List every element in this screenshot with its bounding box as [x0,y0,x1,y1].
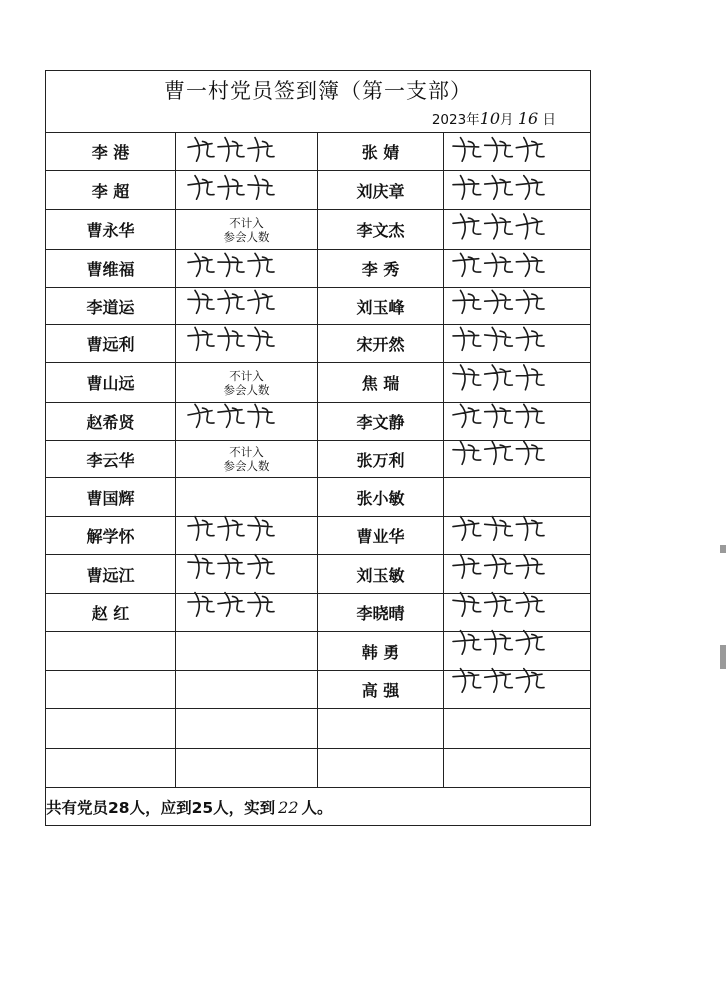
excluded-note-line2: 参会人数 [223,229,270,244]
signature-cell [444,748,591,788]
member-name: 曹远利 [46,325,176,362]
member-name: 张小敏 [318,478,444,517]
signature-cell [176,516,318,555]
member-name [318,709,444,749]
member-name: 李 超 [46,171,176,210]
table-row [46,478,591,517]
signature-cell [176,555,318,594]
member-name: 李文杰 [318,209,444,250]
table-row [46,632,591,671]
member-name: 曹维福 [46,250,176,287]
member-name: 曹远江 [46,555,176,594]
member-name: 赵 红 [46,593,176,632]
signature-cell [176,632,318,671]
member-name: 刘玉峰 [318,287,444,324]
member-name: 韩 勇 [318,632,444,671]
member-name: 解学怀 [46,516,176,555]
member-name: 李云华 [46,440,176,477]
member-name: 曹永华 [46,209,176,250]
excluded-note-line2: 参会人数 [223,459,270,474]
signature-cell [444,478,591,517]
signature-cell [444,132,591,171]
member-name: 李 港 [46,132,176,171]
member-name [318,748,444,788]
signature-cell [444,287,591,324]
signature-cell [176,362,318,403]
table-row [46,325,591,362]
member-name: 张万利 [318,440,444,477]
table-row [46,516,591,555]
table-row [46,709,591,749]
member-name: 李道运 [46,287,176,324]
table-row [46,555,591,594]
table-row [46,748,591,788]
signature-cell [444,171,591,210]
member-name: 宋开然 [318,325,444,362]
attended-count: 22 [278,797,299,817]
roster-table [45,70,591,826]
scan-edge-mark [720,645,726,669]
sign-in-sheet [45,70,590,826]
table-row [46,287,591,324]
table-row [46,440,591,477]
table-row [46,132,591,171]
member-name: 李文静 [318,403,444,440]
member-name [46,632,176,671]
excluded-note-line1: 不计入 [229,215,264,230]
signature-cell [176,709,318,749]
scan-edge-mark [720,545,726,553]
excluded-note-line1: 不计入 [229,445,264,460]
signature-cell [444,362,591,403]
member-name: 刘庆章 [318,171,444,210]
member-name: 曹业华 [318,516,444,555]
signature-cell [444,403,591,440]
member-name [46,670,176,709]
signature-cell [444,440,591,477]
signature-cell [444,516,591,555]
member-name: 李晓晴 [318,593,444,632]
summary-suffix: 人。 [301,798,333,817]
signature-cell [176,478,318,517]
member-name: 曹山远 [46,362,176,403]
member-name: 张 婧 [318,132,444,171]
table-row [46,362,591,403]
attendance-summary [46,788,591,826]
signature-cell [444,593,591,632]
signature-cell [176,132,318,171]
excluded-note-line2: 参会人数 [223,382,270,397]
member-name: 焦 瑞 [318,362,444,403]
member-name [46,748,176,788]
table-row [46,593,591,632]
member-name: 高 强 [318,670,444,709]
signature-cell [444,325,591,362]
title-cell [46,71,591,133]
table-row [46,403,591,440]
member-name: 李 秀 [318,250,444,287]
signature-cell [176,440,318,477]
signature-cell [176,209,318,250]
signature-cell [176,171,318,210]
signature-cell [176,287,318,324]
member-name [46,709,176,749]
signature-cell [176,403,318,440]
excluded-note-line1: 不计入 [229,368,264,383]
signature-cell [444,250,591,287]
signature-cell [176,325,318,362]
date-day-unit: 日 [542,111,556,128]
signature-cell [444,555,591,594]
table-row [46,250,591,287]
summary-text: 共有党员28人，应到25人，实到 [46,798,276,817]
signature-cell [176,250,318,287]
member-name: 曹国辉 [46,478,176,517]
signature-cell [444,670,591,709]
table-row [46,171,591,210]
date-year: 2023年 [431,111,480,128]
signature-cell [444,709,591,749]
signature-cell [444,632,591,671]
date-month-unit: 月 [500,111,514,128]
page-title: 曹一村党员签到簿（第一支部） [164,79,472,103]
member-name: 赵希贤 [46,403,176,440]
signature-cell [176,748,318,788]
member-name: 刘玉敏 [318,555,444,594]
signature-cell [444,209,591,250]
date-month: 10 [479,108,501,128]
table-row [46,209,591,250]
table-row [46,670,591,709]
meeting-date [432,108,556,128]
signature-cell [176,670,318,709]
signature-cell [176,593,318,632]
date-day: 16 [517,108,539,128]
